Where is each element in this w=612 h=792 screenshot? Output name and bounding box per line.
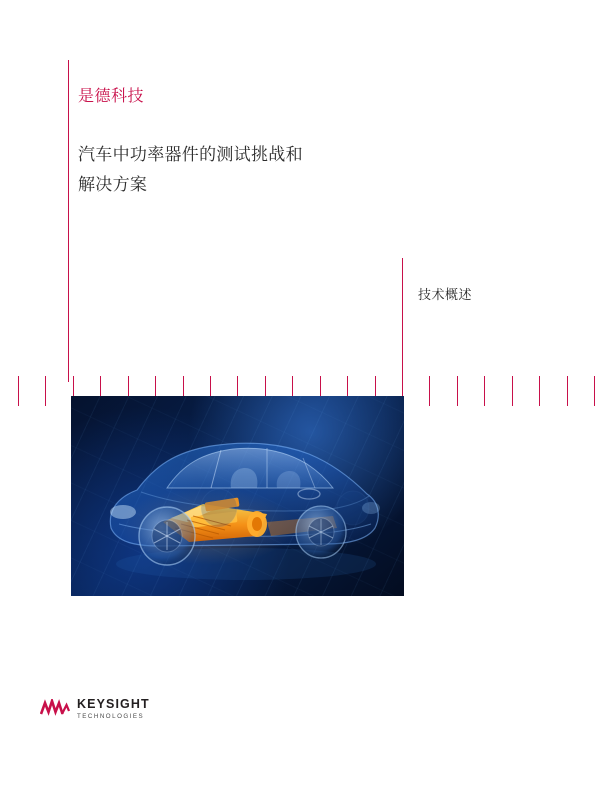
- accent-rule-left: [68, 60, 69, 382]
- accent-tick: [539, 376, 540, 406]
- keysight-logo-mark: [40, 699, 70, 721]
- accent-tick: [45, 376, 46, 406]
- accent-tick: [429, 376, 430, 406]
- keysight-wordmark: KEYSIGHT: [77, 697, 150, 711]
- page-title-line-1: 汽车中功率器件的测试挑战和: [78, 145, 303, 164]
- keysight-logo: [40, 698, 150, 721]
- accent-tick: [567, 376, 568, 406]
- document-type-label: 技术概述: [418, 287, 473, 302]
- accent-tick: [18, 376, 19, 406]
- hero-image: [71, 396, 404, 596]
- page-title-line-2: 解决方案: [78, 175, 148, 194]
- accent-tick: [594, 376, 595, 406]
- keysight-subtitle: TECHNOLOGIES: [77, 713, 145, 720]
- accent-rule-right: [402, 258, 403, 382]
- keysight-logo-text: [77, 698, 150, 721]
- accent-tick: [457, 376, 458, 406]
- brand-name: 是德科技: [78, 88, 145, 105]
- accent-tick: [512, 376, 513, 406]
- page-title: [78, 140, 388, 200]
- accent-tick: [484, 376, 485, 406]
